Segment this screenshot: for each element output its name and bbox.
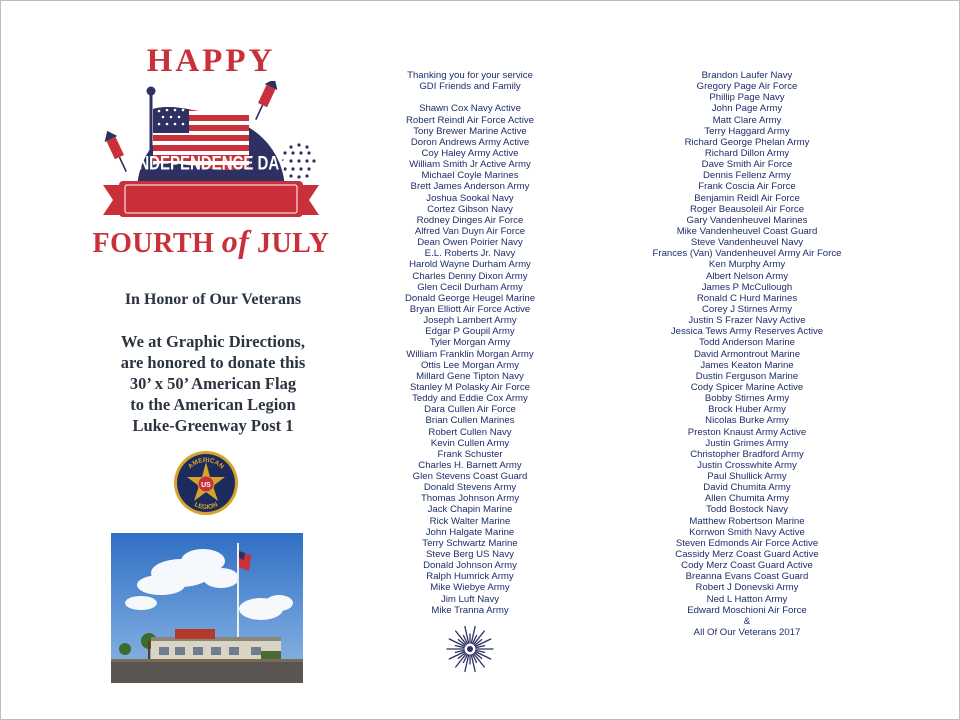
veteran-name: Cassidy Merz Coast Guard Active <box>675 549 819 561</box>
donation-line: are honored to donate this <box>120 353 306 372</box>
veteran-name: Phillip Page Navy <box>709 92 785 104</box>
starburst-icon <box>445 624 495 674</box>
veteran-name: Matthew Robertson Marine <box>689 515 805 527</box>
firework-rocket-icon-right <box>249 81 281 123</box>
veteran-name: Jim Luft Navy <box>440 593 500 605</box>
veteran-name: Cortez Gibson Navy <box>427 203 513 215</box>
firework-rocket-icon-left <box>101 128 133 175</box>
veteran-name: Dara Cullen Air Force <box>424 404 516 416</box>
veteran-name: Todd Bostock Navy <box>705 504 789 516</box>
veteran-name: Ralph Humrick Army <box>426 571 514 583</box>
veteran-name: Dennis Fellenz Army <box>703 170 791 182</box>
veteran-name: Michael Coyle Marines <box>421 170 519 182</box>
veteran-name: Corey J Stirnes Army <box>701 303 793 315</box>
veteran-name: Stanley M Polasky Air Force <box>410 381 530 393</box>
veteran-name: Gary Vandenheuvel Marines <box>686 214 808 226</box>
veteran-name: Jessica Tews Army Reserves Active <box>670 326 824 338</box>
veteran-name: Edward Moschioni Air Force <box>687 604 807 616</box>
honor-heading: In Honor of Our Veterans <box>124 291 302 308</box>
veteran-name: Robert Cullen Navy <box>428 426 512 438</box>
intro-line: Thanking you for your service <box>407 70 533 81</box>
veteran-name: Terry Schwartz Marine <box>422 537 518 549</box>
intro-line: GDI Friends and Family <box>419 81 521 93</box>
veteran-name: Brock Huber Army <box>708 404 786 416</box>
veteran-name: Christopher Bradford Army <box>690 448 804 460</box>
veteran-name: Glen Stevens Coast Guard <box>412 471 528 483</box>
veteran-name: Rick Walter Marine <box>429 515 511 527</box>
veteran-name: Edgar P Goupil Army <box>425 326 515 338</box>
veteran-name: Brett James Anderson Army <box>410 181 530 193</box>
veteran-name: Donald Stevens Army <box>423 482 517 494</box>
veteran-name: Benjamin Reidl Air Force <box>694 192 800 204</box>
veteran-name: Cody Merz Coast Guard Active <box>681 560 813 572</box>
veteran-name: Teddy and Eddie Cox Army <box>412 393 528 405</box>
veteran-name: Jack Chapin Marine <box>427 504 513 516</box>
legion-post-photo <box>111 533 303 683</box>
veteran-name: Richard George Phelan Army <box>684 136 810 148</box>
veteran-name: John Page Army <box>711 103 783 115</box>
veteran-name: Mike Wiebye Army <box>430 582 510 594</box>
veteran-name: Joshua Sookal Navy <box>426 192 514 204</box>
veteran-name: Ottis Lee Morgan Army <box>420 359 520 371</box>
veteran-name: & <box>743 615 751 627</box>
veteran-name: Kevin Cullen Army <box>430 437 510 449</box>
veteran-name: Brandon Laufer Navy <box>701 70 793 81</box>
veteran-name: Ronald C Hurd Marines <box>696 292 798 304</box>
american-legion-emblem-icon <box>173 450 239 516</box>
independence-day-banner: INDEPENDENCE DAY <box>134 152 288 175</box>
veteran-name: Todd Anderson Marine <box>699 337 795 349</box>
legion-bottom-text: LEGION <box>193 501 219 512</box>
donation-line: 30’ x 50’ American Flag <box>129 374 297 393</box>
veteran-name: All Of Our Veterans 2017 <box>693 627 801 639</box>
veteran-name: James P McCullough <box>701 281 793 293</box>
spacer <box>384 92 556 103</box>
veteran-name: Preston Knaust Army Active <box>687 426 807 438</box>
veteran-name: David Chumita Army <box>703 482 791 494</box>
veteran-name: Matt Clare Army <box>712 114 782 126</box>
veteran-name: Breanna Evans Coast Guard <box>685 571 809 583</box>
veteran-name: Donald Johnson Army <box>423 560 517 572</box>
veteran-name: Bobby Stirnes Army <box>704 393 790 405</box>
veteran-name: Korrwon Smith Navy Active <box>689 526 805 538</box>
veteran-names-column-2 <box>637 70 857 638</box>
veteran-name: Steven Edmonds Air Force Active <box>675 537 819 549</box>
veteran-name: Allen Chumita Army <box>704 493 790 505</box>
veteran-name: James Keaton Marine <box>700 359 794 371</box>
fourth-of-july-heading <box>81 223 341 260</box>
veteran-name: Millard Gene Tipton Navy <box>416 370 524 382</box>
veteran-name: Charles Denny Dixon Army <box>412 270 528 282</box>
legion-top-text: AMERICAN <box>186 456 226 471</box>
veteran-name: Glen Cecil Durham Army <box>417 281 523 293</box>
veteran-name: John Halgate Marine <box>425 526 515 538</box>
veteran-name: Richard Dillon Army <box>704 147 790 159</box>
veteran-name: Dean Owen Poirier Navy <box>417 237 523 249</box>
veteran-name: Cody Spicer Marine Active <box>690 381 804 393</box>
veteran-name: Dustin Ferguson Marine <box>695 370 799 382</box>
veteran-name: Harold Wayne Durham Army <box>409 259 531 271</box>
veteran-name: Robert Reindl Air Force Active <box>406 114 534 126</box>
veteran-name: Roger Beausoleil Air Force <box>689 203 805 215</box>
veteran-name: Dave Smith Air Force <box>701 159 793 171</box>
veteran-name: Brian Cullen Marines <box>425 415 515 427</box>
veteran-name: Nicolas Burke Army <box>705 415 789 427</box>
veteran-name: Gregory Page Air Force <box>696 81 798 93</box>
veteran-name: Donald George Heugel Marine <box>404 292 536 304</box>
veteran-names-column-1 <box>384 70 556 616</box>
july-word: JULY <box>256 228 330 259</box>
legion-center-text: US <box>201 482 211 489</box>
veteran-name: Mike Vandenheuvel Coast Guard <box>676 225 818 237</box>
veteran-name: Robert J Donevski Army <box>695 582 799 594</box>
donation-line: We at Graphic Directions, <box>121 332 305 351</box>
donation-line: to the American Legion <box>130 395 296 414</box>
veteran-name: Frank Coscia Air Force <box>698 181 796 193</box>
veteran-name: Tony Brewer Marine Active <box>413 125 527 137</box>
veteran-name: Justin Crosswhite Army <box>697 459 797 471</box>
veteran-name: Albert Nelson Army <box>705 270 789 282</box>
veteran-name: Ned L Hatton Army <box>706 593 788 605</box>
veteran-name: Rodney Dinges Air Force <box>416 214 524 226</box>
veteran-name: Terry Haggard Army <box>704 125 790 137</box>
veteran-name: Thomas Johnson Army <box>420 493 520 505</box>
veteran-name: David Armontrout Marine <box>693 348 801 360</box>
veteran-name: Ken Murphy Army <box>708 259 786 271</box>
veteran-name: Mike Tranna Army <box>431 604 509 616</box>
veteran-name: Justin S Frazer Navy Active <box>688 315 806 327</box>
veteran-name: Joseph Lambert Army <box>423 315 517 327</box>
fourth-word: FOURTH <box>92 228 215 259</box>
veteran-name: William Franklin Morgan Army <box>406 348 534 360</box>
veteran-name: Steve Berg US Navy <box>426 549 514 561</box>
veteran-name: Justin Grimes Army <box>705 437 789 449</box>
donation-statement <box>77 331 349 436</box>
veteran-name: Frances (Van) Vandenheuvel Army Air Force <box>652 248 842 260</box>
of-word: of <box>221 223 250 259</box>
veteran-name: Charles H. Barnett Army <box>418 459 522 471</box>
veteran-name: Doron Andrews Army Active <box>410 136 530 148</box>
veteran-name: William Smith Jr Active Army <box>409 159 531 171</box>
veteran-name: E.L. Roberts Jr. Navy <box>424 248 516 260</box>
veteran-name: Paul Shullick Army <box>707 471 787 483</box>
veteran-name: Frank Schuster <box>437 448 503 460</box>
veteran-name: Coy Haley Army Active <box>421 147 519 159</box>
donation-line: Luke-Greenway Post 1 <box>132 416 294 435</box>
veteran-name: Tyler Morgan Army <box>429 337 511 349</box>
veteran-name: Alfred Van Duyn Air Force <box>414 225 526 237</box>
veteran-name: Steve Vandenheuvel Navy <box>690 237 804 249</box>
veteran-name: Shawn Cox Navy Active <box>419 103 521 115</box>
veteran-name: Bryan Elliott Air Force Active <box>409 303 531 315</box>
happy-heading: HAPPY <box>146 43 276 79</box>
